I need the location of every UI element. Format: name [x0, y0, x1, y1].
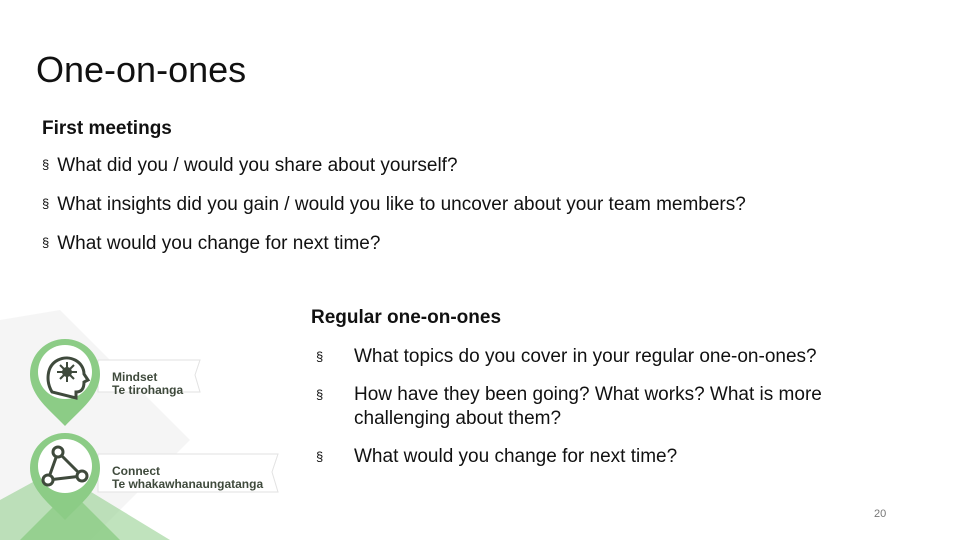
- list-item: [42, 155, 746, 178]
- list-item-text: What insights did you gain / would you like to uncover about your team members?: [57, 194, 746, 215]
- bullet-icon: §: [42, 196, 50, 211]
- bullet-icon: §: [42, 235, 50, 250]
- list-item-text: What topics do you cover in your regular one-on-ones?: [354, 346, 817, 367]
- first-meetings-heading: First meetings: [42, 118, 172, 139]
- regular-one-on-ones-list: [316, 345, 916, 483]
- list-item-text: How have they been going? What works? What is more challenging about them?: [354, 384, 822, 429]
- connect-sublabel: Te whakawhanaungatanga: [112, 477, 264, 491]
- bullet-icon: §: [42, 157, 50, 172]
- list-item: [42, 233, 746, 256]
- list-item: [316, 383, 899, 431]
- list-item-text: What would you change for next time?: [354, 446, 678, 467]
- mindset-label: Mindset: [112, 370, 158, 384]
- list-item-text: What would you change for next time?: [57, 233, 381, 254]
- slide-title: One-on-ones: [36, 49, 247, 90]
- list-item: [316, 445, 916, 469]
- bullet-icon: §: [316, 387, 324, 402]
- mindset-connect-graphic: [0, 300, 300, 540]
- page-number: 20: [874, 508, 887, 520]
- connect-label: Connect: [112, 464, 160, 478]
- mindset-sublabel: Te tirohanga: [112, 383, 184, 397]
- list-item-text: What did you / would you share about yourself?: [57, 155, 458, 176]
- list-item: [42, 194, 746, 217]
- first-meetings-list: [42, 155, 746, 272]
- bullet-icon: §: [316, 449, 324, 464]
- regular-one-on-ones-heading: Regular one-on-ones: [311, 307, 502, 328]
- bullet-icon: §: [316, 349, 324, 364]
- list-item: [316, 345, 916, 369]
